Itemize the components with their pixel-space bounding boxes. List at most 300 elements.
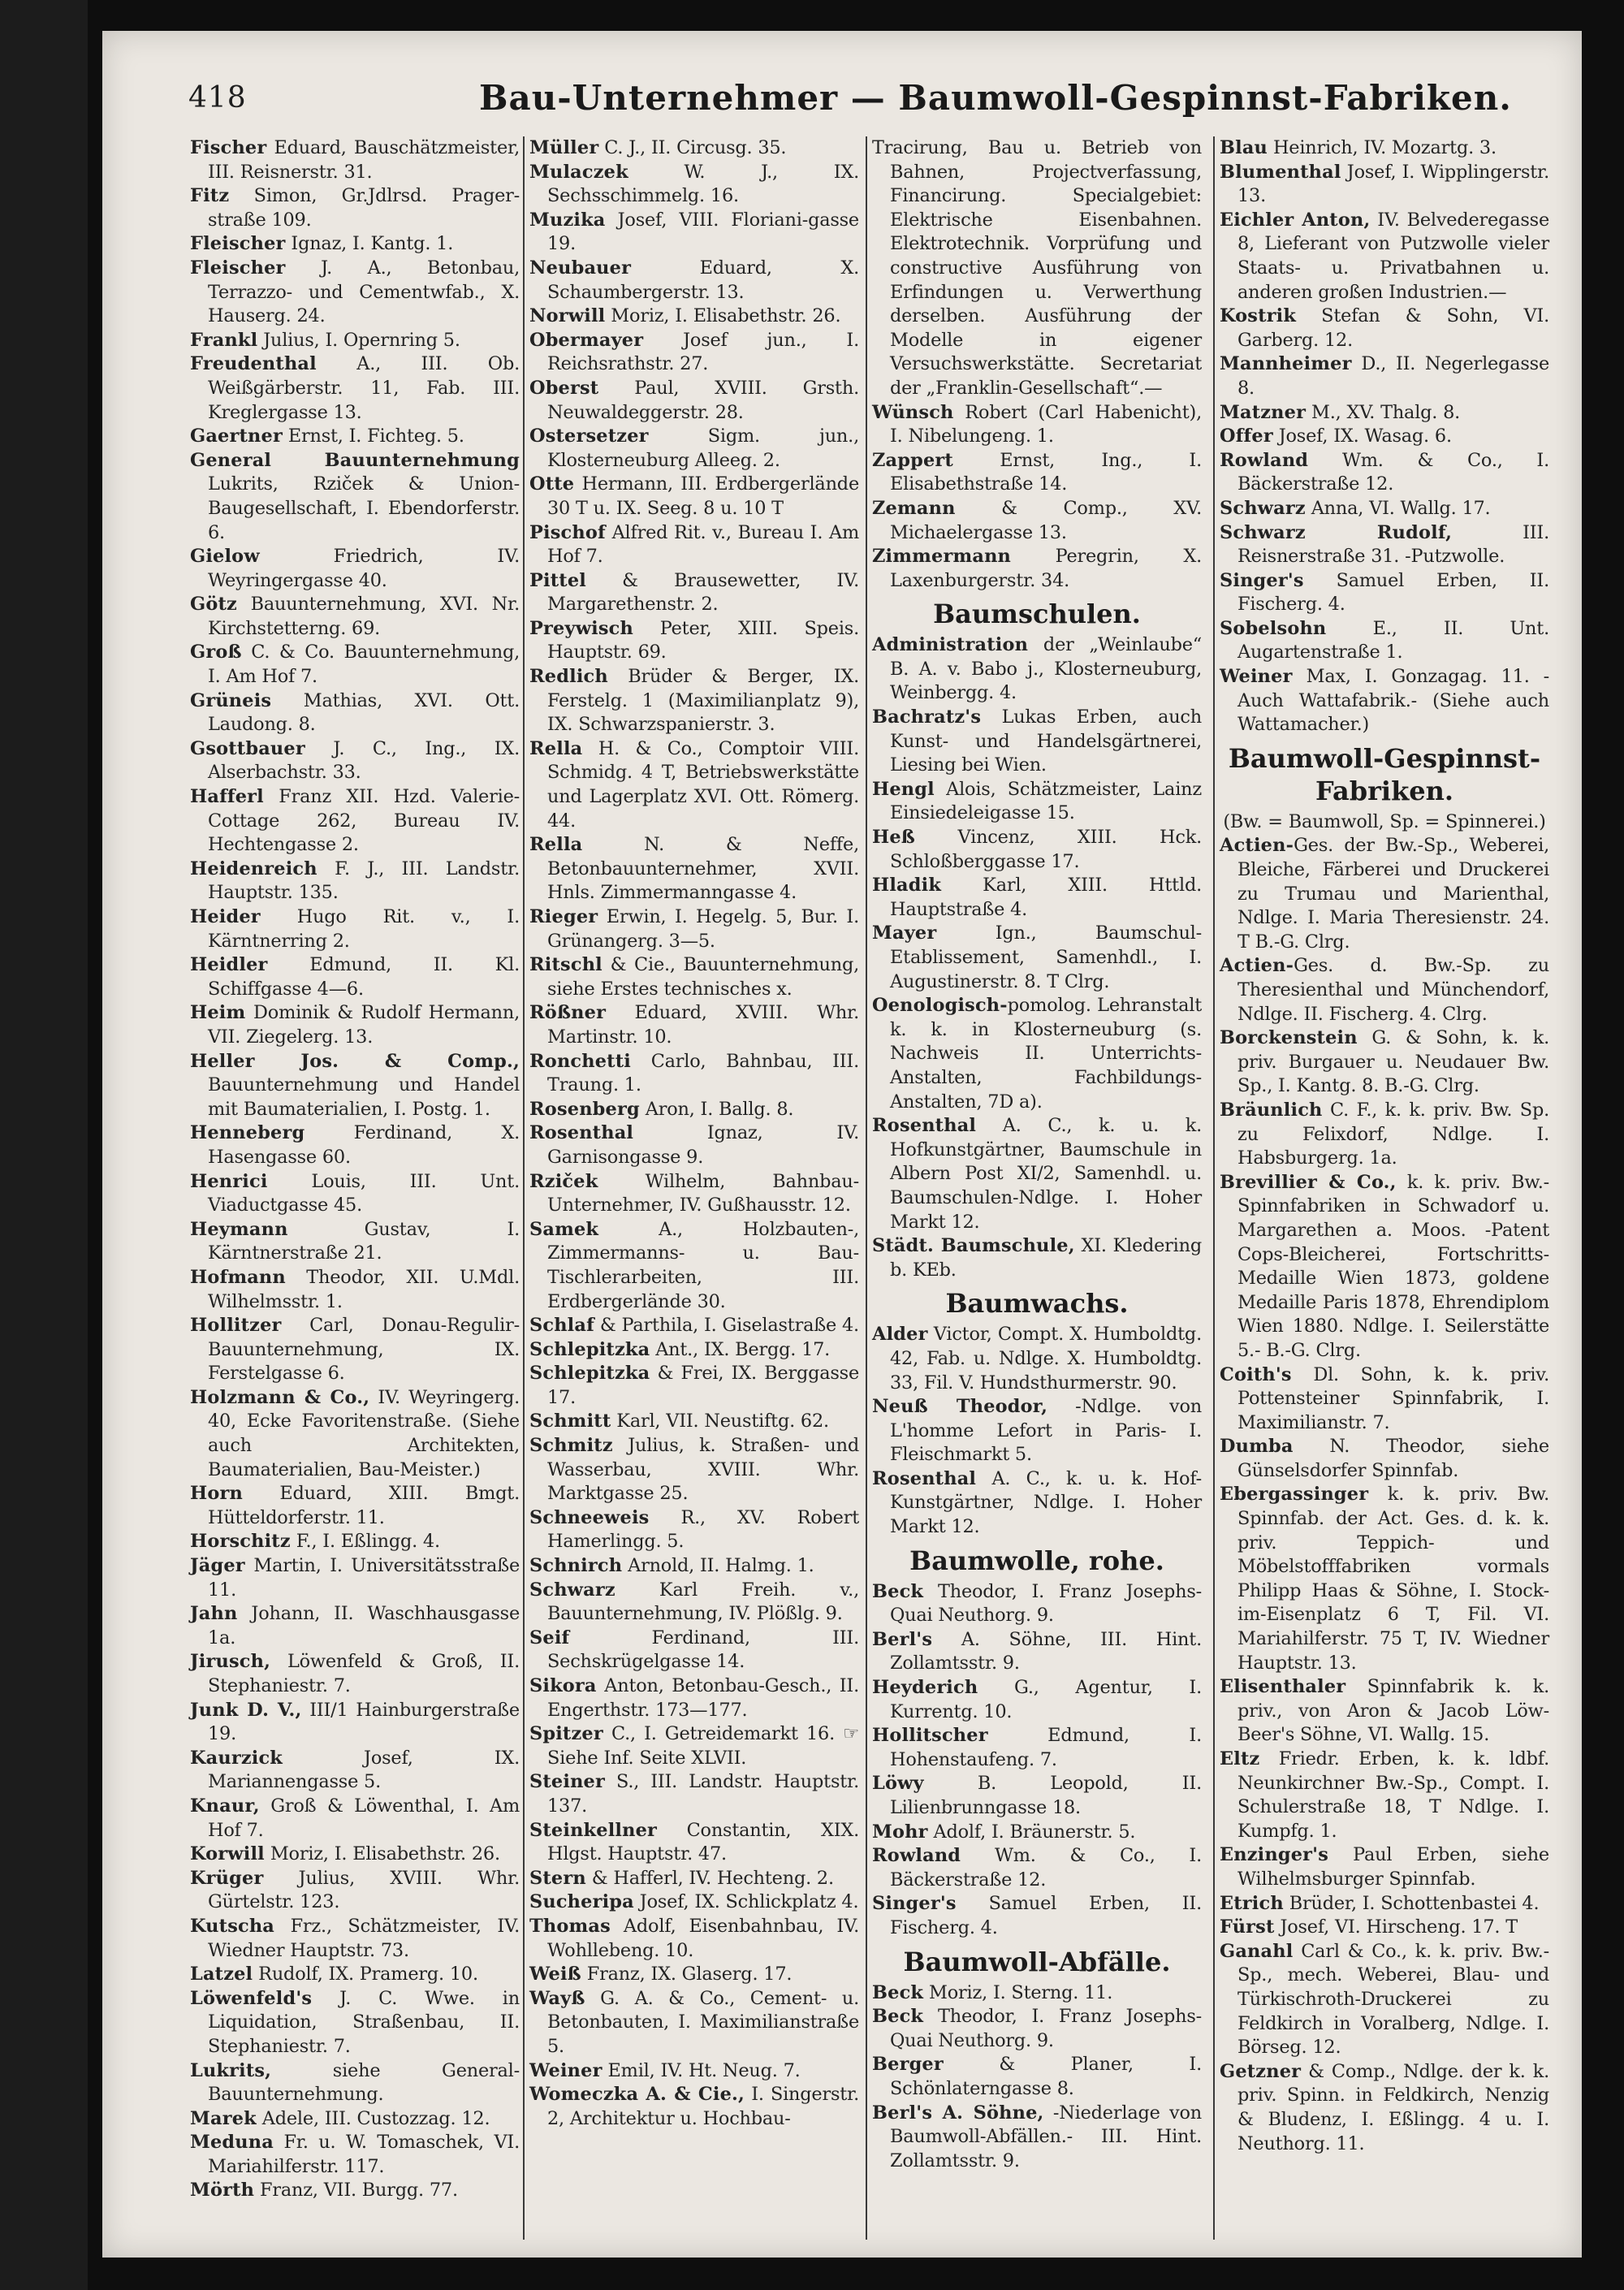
directory-entry — [529, 1314, 859, 1338]
directory-entry — [190, 2107, 520, 2132]
directory-entry — [872, 1395, 1202, 1467]
directory-entry — [1220, 1748, 1549, 1843]
directory-entry — [529, 1987, 859, 2059]
directory-entry — [872, 1234, 1202, 1282]
entry-details: Anna, VI. Wallg. 17. — [1305, 497, 1491, 519]
entry-details: IV. Weyringerg. 40, Ecke Favoritenstraße. (Siehe auch Architekten, Baumaterialien, Bau-Meister.) — [208, 1386, 520, 1480]
directory-entry — [872, 1821, 1202, 1845]
entry-name: Obermayer — [529, 329, 644, 351]
section-heading: Baumwoll-Gespinnst-Fabriken. — [1228, 742, 1541, 806]
entry-details: Dl. Sohn, k. k. priv. Pottensteiner Spinnfabrik, I. Maximilianstr. 7. — [1237, 1363, 1549, 1433]
entry-name: Löwenfeld's — [190, 1987, 313, 2009]
entry-name: Heß — [872, 827, 916, 849]
entry-name: Henrici — [190, 1170, 268, 1192]
entry-details: Adele, III. Custozzag. 12. — [256, 2107, 490, 2129]
entry-name: Fleischer — [190, 233, 286, 255]
directory-entry — [190, 1987, 520, 2059]
entry-name: Wünsch — [872, 401, 954, 423]
entry-name: Rowland — [1220, 449, 1309, 471]
entry-details: Ernst, Ing., I. Elisabethstraße 14. — [890, 449, 1202, 495]
entry-details: Josef, IX. Wasag. 6. — [1272, 426, 1452, 447]
entry-name: Knaur, — [190, 1795, 260, 1817]
entry-name: Sikora — [529, 1675, 597, 1696]
entry-details: Johann, II. Waschhausgasse 1a. — [208, 1603, 520, 1648]
entry-details: Erwin, I. Hegelg. 5, Bur. I. Grünangerg. 3—5. — [547, 906, 859, 952]
entry-details: Lukrits, Rziček & Union-Baugesellschaft, I. Ebendorferstr. 6. — [208, 473, 520, 543]
directory-entry — [529, 905, 859, 953]
entry-details: Samuel Erben, II. Fischerg. 4. — [1237, 569, 1549, 616]
entry-details: Frz., Schätzmeister, IV. Wiedner Hauptstr. 73. — [208, 1915, 520, 1961]
entry-name: Beck — [872, 1580, 924, 1602]
entry-details: Karl Freih. v., Bauunternehmung, IV. Plößlg. 9. — [547, 1579, 859, 1625]
entry-details: Josef, IX. Mariannengasse 5. — [208, 1747, 520, 1793]
directory-entry — [529, 425, 859, 473]
directory-entry — [190, 2131, 520, 2179]
directory-entry — [872, 826, 1202, 874]
column-1 — [190, 136, 520, 2203]
entry-name: Mörth — [190, 2180, 255, 2201]
entry-name: Mayer — [872, 922, 937, 944]
entry-details: F., I. Eßlingg. 4. — [290, 1531, 440, 1553]
entry-name: Heymann — [190, 1218, 288, 1240]
directory-entry — [190, 2179, 520, 2203]
entry-name: Schwarz — [529, 1579, 615, 1601]
directory-entry — [1220, 161, 1549, 209]
entry-name: Seif — [529, 1627, 570, 1648]
entry-name: Rziček — [529, 1170, 598, 1192]
directory-entry — [529, 136, 859, 161]
directory-entry — [529, 161, 859, 209]
directory-entry — [1220, 665, 1549, 737]
entry-name: Heider — [190, 906, 261, 927]
entry-details: Carlo, Bahnbau, III. Traung. 1. — [547, 1050, 859, 1096]
entry-details: I. Singerstr. 2, Architektur u. Hochbau- — [547, 2084, 859, 2129]
entry-name: Heidler — [190, 954, 268, 976]
entry-details: C. F., k. k. priv. Bw. Sp. zu Felixdorf, Ndlge. I. Habsburgerg. 1a. — [1237, 1099, 1549, 1169]
directory-entry — [1220, 352, 1549, 400]
directory-entry — [872, 1580, 1202, 1628]
entry-details: A., III. Ob. Weißgärberstr. 11, Fab. III. Kreglergasse 13. — [208, 353, 520, 423]
entry-details: Löwenfeld & Groß, II. Stephaniestr. 7. — [208, 1651, 520, 1696]
entry-name: Elisenthaler — [1220, 1676, 1346, 1698]
entry-name: Horschitz — [190, 1531, 291, 1553]
section-heading: Baumwolle, rohe. — [909, 1545, 1164, 1576]
entry-name: Ganahl — [1220, 1940, 1294, 1962]
entry-details: Robert (Carl Habenicht), I. Nibelungeng. 1. — [890, 401, 1202, 447]
entry-details: Eduard, XVIII. Whr. Martinstr. 10. — [547, 1002, 859, 1048]
directory-entry — [1220, 449, 1549, 497]
directory-entry — [872, 1892, 1202, 1940]
entry-details: Dominik & Rudolf Hermann, VII. Ziegelerg. 13. — [208, 1002, 520, 1048]
entry-details: Wilhelm, Bahnbau-Unternehmer, IV. Gußhausstr. 12. — [547, 1170, 859, 1216]
entry-details: Franz, IX. Glaserg. 17. — [581, 1964, 793, 1985]
entry-name: Preywisch — [529, 617, 633, 639]
entry-details: Friedrich, IV. Weyringergasse 40. — [208, 546, 520, 591]
directory-entry — [529, 1362, 859, 1410]
entry-name: Bräunlich — [1220, 1099, 1323, 1121]
directory-entry — [529, 1867, 859, 1891]
entry-details: Heinrich, IV. Mozartg. 3. — [1268, 137, 1497, 158]
directory-entry — [529, 1722, 859, 1770]
entry-details: G. A. & Co., Cement- u. Betonbauten, I. Maximilianstraße 5. — [547, 1987, 859, 2057]
directory-entry — [190, 1867, 520, 1915]
entry-name: Beck — [872, 2006, 924, 2028]
entry-details: Theodor, I. Franz Josephs-Quai Neuthorg. 9. — [890, 2006, 1202, 2051]
directory-entry — [872, 1772, 1202, 1820]
entry-name: Oberst — [529, 377, 599, 399]
directory-entry — [190, 136, 520, 184]
directory-entry — [872, 706, 1202, 778]
entry-name: Hafferl — [190, 786, 264, 808]
entry-details: C., I. Getreidemarkt 16. ☞ Siehe Inf. Seite XLVII. — [547, 1723, 859, 1769]
entry-name: Heller Jos. & Comp., — [190, 1050, 520, 1072]
entry-name: Heim — [190, 1002, 246, 1024]
entry-name: Heidenreich — [190, 858, 317, 879]
entry-details: Ignaz, IV. Garnisongasse 9. — [547, 1122, 859, 1168]
entry-name: Berger — [872, 2054, 944, 2076]
entry-name: Rella — [529, 834, 583, 856]
entry-details: Constantin, XIX. Hlgst. Hauptstr. 47. — [547, 1819, 859, 1865]
entry-name: Samek — [529, 1218, 599, 1240]
directory-entry — [1220, 569, 1549, 617]
entry-name: Jahn — [190, 1603, 238, 1625]
directory-entry — [872, 136, 1202, 401]
directory-entry — [529, 1579, 859, 1627]
entry-name: Offer — [1220, 426, 1273, 447]
entry-name: Götz — [190, 594, 237, 616]
directory-entry — [872, 545, 1202, 593]
entry-details: Emil, IV. Ht. Neug. 7. — [602, 2059, 801, 2081]
entry-details: Simon, Gr.Jdlrsd. Prager-straße 109. — [208, 185, 520, 231]
entry-details: Sigm. jun., Klosterneuburg Alleeg. 2. — [547, 426, 859, 471]
directory-entry — [872, 778, 1202, 826]
column-2 — [529, 136, 859, 2131]
directory-entry — [190, 329, 520, 353]
directory-entry — [872, 1724, 1202, 1772]
directory-entry — [190, 184, 520, 232]
column-4 — [1220, 136, 1549, 2156]
entry-name: Sucheripa — [529, 1891, 634, 1913]
entry-details: Arnold, II. Halmg. 1. — [622, 1555, 814, 1577]
entry-details: Aron, I. Ballg. 8. — [639, 1098, 794, 1120]
entry-name: Grüneis — [190, 689, 272, 711]
entry-details: Peter, XIII. Speis. Hauptstr. 69. — [547, 617, 859, 663]
entry-details: k. k. priv. Bw.-Spinnfabriken in Schwadorf u. Margarethen a. Moos. -Patent Cops-Bleicherei, Fortschritts-Medaille Wien 1873, goldene Medaille Paris 1878, Ehrendiplom Wien 1880. Ndlge. I. Seilerstätte 5.- B.-G. Clrg. — [1237, 1171, 1549, 1361]
entry-name: Hollitzer — [190, 1315, 282, 1337]
directory-entry — [190, 1795, 520, 1843]
entry-details: Stefan & Sohn, VI. Garberg. 12. — [1237, 305, 1549, 351]
directory-entry — [190, 1915, 520, 1963]
directory-entry — [872, 449, 1202, 497]
entry-details: A. Söhne, III. Hint. Zollamtsstr. 9. — [890, 1628, 1202, 1674]
directory-entry — [190, 1121, 520, 1169]
entry-details: Josef, I. Wipplingerstr. 13. — [1237, 161, 1549, 207]
column-rule — [866, 136, 867, 2240]
entry-name: Rowland — [872, 1845, 961, 1867]
entry-name: Hollitscher — [872, 1725, 988, 1747]
directory-entry — [872, 497, 1202, 545]
entry-details: Carl, Donau-Regulir-Bauunternehmung, IX. Ferstelgasse 6. — [208, 1315, 520, 1385]
directory-entry — [1220, 954, 1549, 1026]
entry-details: Theodor, I. Franz Josephs-Quai Neuthorg. 9. — [890, 1580, 1202, 1627]
entry-name: Fitz — [190, 185, 230, 207]
entry-name: Krüger — [190, 1867, 264, 1889]
entry-details: Alfred Rit. v., Bureau I. Am Hof 7. — [547, 521, 859, 568]
directory-entry — [1220, 1363, 1549, 1436]
directory-entry — [190, 1699, 520, 1747]
entry-name: Schlaf — [529, 1315, 594, 1337]
entry-name: Brevillier & Co., — [1220, 1171, 1397, 1193]
directory-entry — [872, 1628, 1202, 1676]
entry-name: Ebergassinger — [1220, 1484, 1369, 1506]
directory-entry — [872, 2005, 1202, 2053]
entry-details: S., III. Landstr. Hauptstr. 137. — [547, 1771, 859, 1817]
entry-name: Marek — [190, 2107, 257, 2129]
entry-name: Fischer — [190, 137, 267, 158]
entry-name: Pittel — [529, 569, 586, 591]
directory-entry — [190, 641, 520, 689]
directory-entry — [529, 1098, 859, 1122]
entry-name: Weiß — [529, 1964, 581, 1985]
entry-name: Rosenthal — [529, 1122, 634, 1144]
entry-details: G. & Sohn, k. k. priv. Burgauer u. Neudauer Bw. Sp., I. Kantg. 8. B.-G. Clrg. — [1237, 1027, 1549, 1097]
directory-entry — [1220, 209, 1549, 305]
entry-details: Samuel Erben, II. Fischerg. 4. — [890, 1893, 1202, 1938]
entry-details: Brüder & Berger, IX. Ferstelg. 1 (Maximilianplatz 9), IX. Schwarzspanierstr. 3. — [547, 666, 859, 736]
directory-entry — [529, 1410, 859, 1434]
entry-name: Jirusch, — [190, 1651, 271, 1673]
entry-name: Kutscha — [190, 1915, 275, 1937]
entry-name: Schwarz — [1220, 497, 1306, 519]
directory-entry — [190, 1314, 520, 1386]
entry-details: Eduard, X. Schaumbergerstr. 13. — [547, 257, 859, 303]
entry-name: Ritschl — [529, 954, 603, 976]
entry-name: Stern — [529, 1867, 586, 1889]
entry-details: C. & Co. Bauunternehmung, I. Am Hof 7. — [208, 642, 520, 688]
directory-entry — [190, 2059, 520, 2107]
entry-name: Zemann — [872, 497, 956, 519]
directory-entry — [1220, 1483, 1549, 1675]
directory-entry — [529, 1674, 859, 1722]
entry-details: D., II. Negerlegasse 8. — [1237, 353, 1549, 399]
directory-entry — [529, 617, 859, 665]
entry-details: & Parthila, I. Giselastraße 4. — [594, 1315, 859, 1337]
entry-details: H. & Co., Comptoir VIII. Schmidg. 4 T, Betriebswerkstätte und Lagerplatz XVI. Ott. Römerg. 44. — [547, 737, 859, 832]
entry-name: Berl's A. Söhne, — [872, 2102, 1044, 2124]
entry-name: Hofmann — [190, 1266, 286, 1288]
entry-name: Otte — [529, 473, 575, 495]
entry-name: Neubauer — [529, 257, 632, 279]
entry-details: Wm. & Co., I. Bäckerstraße 12. — [1237, 449, 1549, 495]
entry-name: Rosenthal — [872, 1467, 977, 1489]
entry-details: der „Weinlaube“ B. A. v. Babo j., Klosterneuburg, Weinbergg. 4. — [890, 634, 1202, 704]
entry-details: M., XV. Thalg. 8. — [1306, 401, 1461, 423]
entry-details: Louis, III. Unt. Viaductgasse 45. — [208, 1170, 520, 1216]
directory-entry — [529, 1963, 859, 1987]
entry-details: B. Leopold, II. Lilienbrunngasse 18. — [890, 1773, 1202, 1818]
entry-name: Städt. Baumschule, — [872, 1235, 1075, 1257]
directory-entry — [872, 2102, 1202, 2174]
entry-details: Ant., IX. Bergg. 17. — [650, 1338, 831, 1360]
entry-name: Matzner — [1220, 401, 1307, 423]
entry-name: Holzmann & Co., — [190, 1386, 370, 1408]
entry-details: Adolf, I. Bräunerstr. 5. — [927, 1821, 1136, 1843]
entry-details: F. J., III. Landstr. Hauptstr. 135. — [208, 858, 520, 904]
entry-name: Hengl — [872, 778, 935, 800]
directory-entry — [872, 874, 1202, 922]
entry-details: J. A., Betonbau, Terrazzo- und Cementwfab., X. Hauserg. 24. — [208, 257, 520, 327]
entry-details: & Hafferl, IV. Hechteng. 2. — [585, 1867, 834, 1889]
entry-details: A. C., k. u. k. Hofkunstgärtner, Baumschule in Albern Post XI/2, Samenhdl. u. Baumschulen-Ndlge. I. Hoher Markt 12. — [890, 1115, 1202, 1233]
directory-entry — [1220, 617, 1549, 665]
directory-entry — [1220, 1171, 1549, 1363]
entry-name: Rosenthal — [872, 1115, 977, 1137]
directory-entry — [872, 1467, 1202, 1540]
entry-details: Tracirung, Bau u. Betrieb von Bahnen, Projectverfassung, Financirung. Specialgebiet: Elektrische Eisenbahnen. Elektrotechnik. Vorprüfung und constructive Ausführung von Erfindungen u. Verwerthung derselben. Ausführung der Modelle in eigener Versuchswerkstätte. Secretariat der „Franklin-Gesellschaft“.— — [872, 137, 1202, 399]
entry-details: Karl, VII. Neustiftg. 62. — [611, 1411, 829, 1432]
entry-name: Jäger — [190, 1555, 245, 1577]
directory-entry — [190, 232, 520, 257]
directory-entry — [190, 1482, 520, 1530]
directory-entry — [529, 1121, 859, 1169]
entry-name: Getzner — [1220, 2060, 1302, 2082]
entry-name: Womeczka A. & Cie., — [529, 2084, 745, 2106]
directory-entry — [1220, 2060, 1549, 2156]
directory-entry — [529, 1819, 859, 1867]
directory-entry — [529, 665, 859, 737]
directory-entry — [529, 1506, 859, 1554]
directory-entry — [190, 785, 520, 858]
directory-entry — [529, 305, 859, 329]
entry-name: Actien- — [1220, 955, 1294, 977]
entry-details: & Comp., XV. Michaelergasse 13. — [890, 497, 1202, 543]
entry-name: Fleischer — [190, 257, 286, 279]
directory-entry — [1220, 497, 1549, 521]
entry-details: Josef, VIII. Floriani-gasse 19. — [547, 209, 859, 255]
directory-entry — [529, 1338, 859, 1363]
directory-entry — [872, 1844, 1202, 1892]
entry-name: Mulaczek — [529, 161, 628, 183]
directory-entry — [1220, 521, 1549, 569]
directory-entry — [529, 473, 859, 521]
entry-details: Josef, VI. Hirscheng. 17. T — [1274, 1916, 1518, 1938]
entry-name: Kaurzick — [190, 1747, 283, 1769]
directory-entry — [529, 1890, 859, 1915]
entry-name: Eltz — [1220, 1748, 1260, 1769]
entry-details: Ferdinand, X. Hasengasse 60. — [208, 1122, 520, 1168]
directory-entry — [190, 1266, 520, 1314]
entry-name: Actien- — [1220, 835, 1294, 857]
section-heading: Baumschulen. — [933, 598, 1141, 630]
entry-name: Ostersetzer — [529, 426, 649, 447]
entry-details: Paul, XVIII. Grsth. Neuwaldeggerstr. 28. — [547, 377, 859, 423]
entry-details: & Frei, IX. Berggasse 17. — [547, 1363, 859, 1408]
directory-entry — [190, 1843, 520, 1867]
entry-name: Rella — [529, 737, 583, 759]
entry-details: Julius, I. Opernring 5. — [257, 329, 460, 351]
directory-entry — [1220, 1026, 1549, 1099]
column-3 — [872, 136, 1202, 2173]
directory-entry — [190, 1218, 520, 1266]
entry-name: Oenologisch- — [872, 995, 1008, 1017]
entry-details: III. Reisnerstraße 31. -Putzwolle. — [1237, 521, 1549, 568]
entry-details: Anton, Betonbau-Gesch., II. Engerthstr. 173—177. — [547, 1675, 859, 1721]
column-rule — [1213, 136, 1215, 2240]
entry-details: Vincenz, XIII. Hck. Schloßberggasse 17. — [890, 827, 1202, 872]
entry-name: Ronchetti — [529, 1050, 631, 1072]
entry-details: G., Agentur, I. Kurrentg. 10. — [890, 1677, 1202, 1722]
entry-name: Meduna — [190, 2132, 274, 2154]
directory-entry — [529, 1218, 859, 1314]
directory-entry — [190, 1386, 520, 1482]
entry-name: Coith's — [1220, 1363, 1292, 1385]
section-note: (Bw. = Baumwoll, Sp. = Spinnerei.) — [1223, 810, 1546, 832]
entry-name: Alder — [872, 1324, 928, 1346]
running-title: Bau-Unternehmer — Baumwoll-Gespinnst-Fabriken. — [479, 78, 1512, 118]
directory-entry — [872, 1114, 1202, 1234]
entry-details: Bauunternehmung, XVI. Nr. Kirchstetterng. 69. — [208, 594, 520, 639]
directory-entry — [872, 401, 1202, 449]
entry-name: Rieger — [529, 906, 598, 927]
entry-details: Edmund, I. Hohenstaufeng. 7. — [890, 1725, 1202, 1770]
directory-entry — [190, 593, 520, 641]
entry-name: Redlich — [529, 666, 608, 688]
entry-details: Hermann, III. Erdbergerlände 30 T u. IX. Seeg. 8 u. 10 T — [547, 473, 859, 519]
entry-name: Latzel — [190, 1964, 253, 1985]
entry-details: Ign., Baumschul-Etablissement, Samenhdl., I. Augustinerstr. 8. T Clrg. — [890, 922, 1202, 992]
directory-entry — [190, 1001, 520, 1049]
entry-name: Weiner — [529, 2059, 603, 2081]
entry-details: Martin, I. Universitätsstraße 11. — [208, 1555, 520, 1601]
directory-entry — [1220, 1099, 1549, 1171]
entry-name: Singer's — [872, 1893, 957, 1915]
entry-details: Theodor, XII. U.Mdl. Wilhelmsstr. 1. — [208, 1266, 520, 1312]
entry-name: Löwy — [872, 1773, 924, 1795]
entry-details: E., II. Unt. Augartenstraße 1. — [1237, 617, 1549, 663]
entry-details: & Planer, I. Schönlaterngasse 8. — [890, 2054, 1202, 2099]
directory-entry — [1220, 136, 1549, 161]
entry-name: Berl's — [872, 1628, 933, 1650]
entry-details: Ges. d. Bw.-Sp. zu Theresienthal und Münchendorf, Ndlge. II. Fischerg. 4. Clrg. — [1237, 955, 1549, 1025]
entry-details: Julius, k. Straßen- und Wasserbau, XVIII. Whr. Marktgasse 25. — [547, 1435, 859, 1505]
entry-name: Schneeweis — [529, 1506, 650, 1528]
entry-details: Ges. der Bw.-Sp., Weberei, Bleiche, Färberei und Druckerei zu Trumau und Marienthal, Ndlge. I. Maria Theresienstr. 24. T B.-G. Clrg. — [1237, 835, 1549, 953]
entry-name: Frankl — [190, 329, 258, 351]
entry-details: -Niederlage von Baumwoll-Abfällen.- III. Hint. Zollamtsstr. 9. — [890, 2102, 1202, 2171]
entry-details: Spinnfabrik k. k. priv., von Aron & Jacob Löw-Beer's Söhne, VI. Wallg. 15. — [1237, 1676, 1549, 1746]
entry-details: Groß & Löwenthal, I. Am Hof 7. — [208, 1795, 520, 1841]
directory-entry — [190, 1963, 520, 1987]
directory-entry — [190, 1602, 520, 1650]
entry-details: Moriz, I. Sterng. 11. — [923, 1981, 1113, 2003]
directory-entry — [529, 953, 859, 1001]
directory-entry — [529, 1434, 859, 1506]
entry-name: Dumba — [1220, 1436, 1294, 1458]
entry-details: & Comp., Ndlge. der k. k. priv. Spinn. in Feldkirch, Nenzig & Bludenz, I. Eßlingg. 4 u. I. Neuthorg. 11. — [1237, 2060, 1549, 2154]
directory-entry — [1220, 1675, 1549, 1748]
entry-name: Mannheimer — [1220, 353, 1352, 375]
directory-entry — [1220, 401, 1549, 426]
entry-details: Mathias, XVI. Ott. Laudong. 8. — [208, 689, 520, 736]
entry-name: Enzinger's — [1220, 1844, 1329, 1866]
entry-details: W. J., IX. Sechsschimmelg. 16. — [547, 161, 859, 207]
entry-details: A., Holzbauten-, Zimmermanns- u. Bau-Tischlerarbeiten, III. Erdbergerlände 30. — [547, 1218, 859, 1312]
entry-name: Korwill — [190, 1843, 265, 1865]
entry-name: Heyderich — [872, 1677, 978, 1699]
entry-details: Bauunternehmung und Handel mit Baumaterialien, I. Postg. 1. — [208, 1074, 520, 1120]
directory-entry — [1220, 425, 1549, 449]
entry-name: Fürst — [1220, 1916, 1275, 1938]
